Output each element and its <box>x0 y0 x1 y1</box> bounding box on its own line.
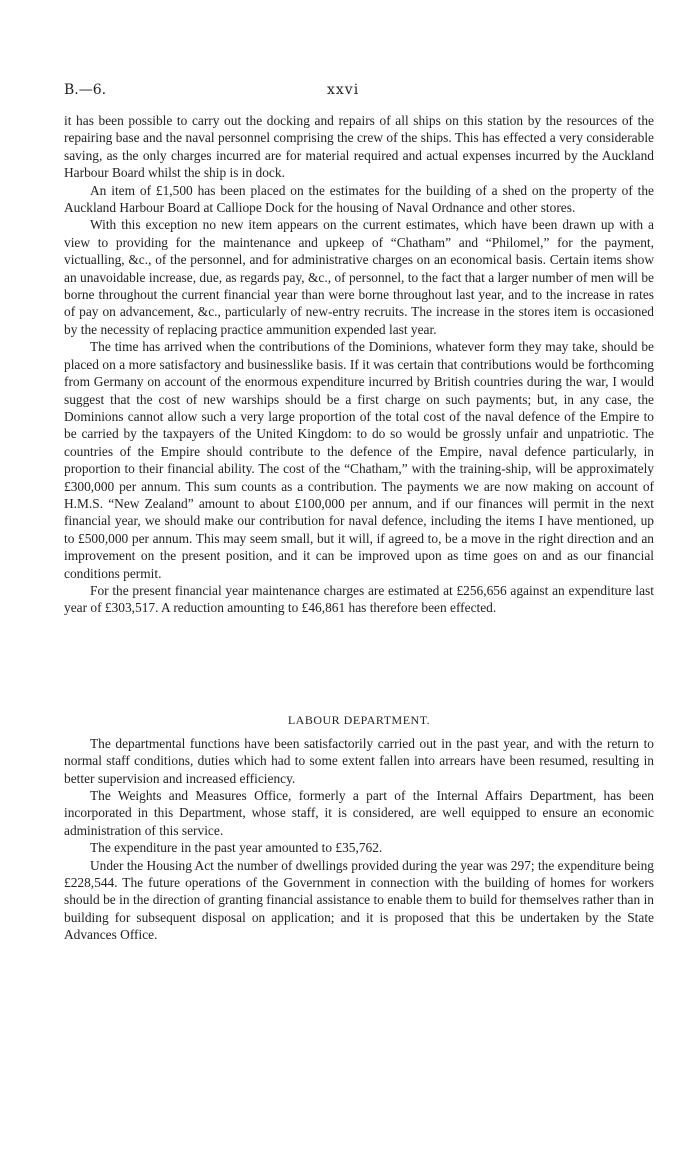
document-body <box>64 112 654 944</box>
paragraph: With this exception no new item appears on the current estimates, which have been drawn up with a view to providing for the maintenance and upkeep of “Chatham” and “Philomel,” for the payment, victualling, &c., of the personnel, and for administrative charges on an economical basis. Certain items show an unavoidable increase, due, as regards pay, &c., of personnel, to the fact that a larger number of men will be borne throughout the current financial year than were borne throughout last year, and to the increase in rates of pay on advancement, &c., particularly of new-entry recruits. The increase in the stores item is occasioned by the necessity of replacing practice ammunition expended last year. <box>64 217 654 337</box>
section-gap <box>64 617 654 712</box>
page-header <box>64 52 654 98</box>
paragraph: An item of £1,500 has been placed on the estimates for the building of a shed on the property of the Auckland Harbour Board at Calliope Dock for the housing of Naval Ordnance and other stores. <box>64 182 654 216</box>
document-page <box>64 52 654 944</box>
document-reference: B.—6. <box>64 82 107 98</box>
paragraph: it has been possible to carry out the docking and repairs of all ships on this station by the resources of the repairing base and the naval personnel comprising the crew of the ships. This has effected a very considerable saving, as the only charges incurred are for material required and actual expenses incurred by the Auckland Harbour Board whilst the ship is in dock. <box>64 113 654 181</box>
section-heading: LABOUR DEPARTMENT. <box>287 712 431 727</box>
paragraph: The Weights and Measures Office, formerly a part of the Internal Affairs Department, has been incorporated in this Department, whose staff, it is considered, are well equipped to ensure an economic administration of this service. <box>64 788 654 838</box>
paragraph: Under the Housing Act the number of dwellings provided during the year was 297; the expenditure being £228,544. The future operations of the Government in connection with the building of homes for workers should be in the direction of granting financial assistance to enable them to build for themselves rather than in building for subsequent disposal on application; and it is proposed that this be undertaken by the State Advances Office. <box>64 857 654 943</box>
paragraph: The time has arrived when the contributions of the Dominions, whatever form they may take, should be placed on a more satisfactory and businesslike basis. If it was certain that contributions would be forthcoming from Germany on account of the enormous expenditure incurred by British countries during the war, I would suggest that the cost of new warships should be a first charge on such payments; but, in any case, the Dominions cannot allow such a very large proportion of the total cost of the naval defence of the Empire to be carried by the taxpayers of the United Kingdom: to do so would be grossly unfair and unpatriotic. The countries of the Empire should contribute to the defence of the Empire, naval defence particularly, in proportion to their financial ability. The cost of the “Chatham,” with the training-ship, will be approximately £300,000 per annum. This sum counts as a contribution. The payments we are now making on account of H.M.S. “New Zealand” amount to about £100,000 per annum, and if our finances will permit in the next financial year, we should make our contribution for naval defence, including the items I have mentioned, up to £500,000 per annum. This may seem small, but it will, if agreed to, be a move in the right direction and an improvement on the present position, and it can be improved upon as time goes on and as our financial conditions permit. <box>64 339 654 581</box>
paragraph: For the present financial year maintenance charges are estimated at £256,656 against an expenditure last year of £303,517. A reduction amounting to £46,861 has therefore been effected. <box>64 582 654 616</box>
paragraph: The expenditure in the past year amounted to £35,762. <box>90 840 383 856</box>
paragraph: The departmental functions have been satisfactorily carried out in the past year, and with the return to normal staff conditions, duties which had to some extent fallen into arrears have been resumed, resulting in better supervision and increased efficiency. <box>64 735 654 786</box>
page-number: xxvi <box>327 82 360 98</box>
